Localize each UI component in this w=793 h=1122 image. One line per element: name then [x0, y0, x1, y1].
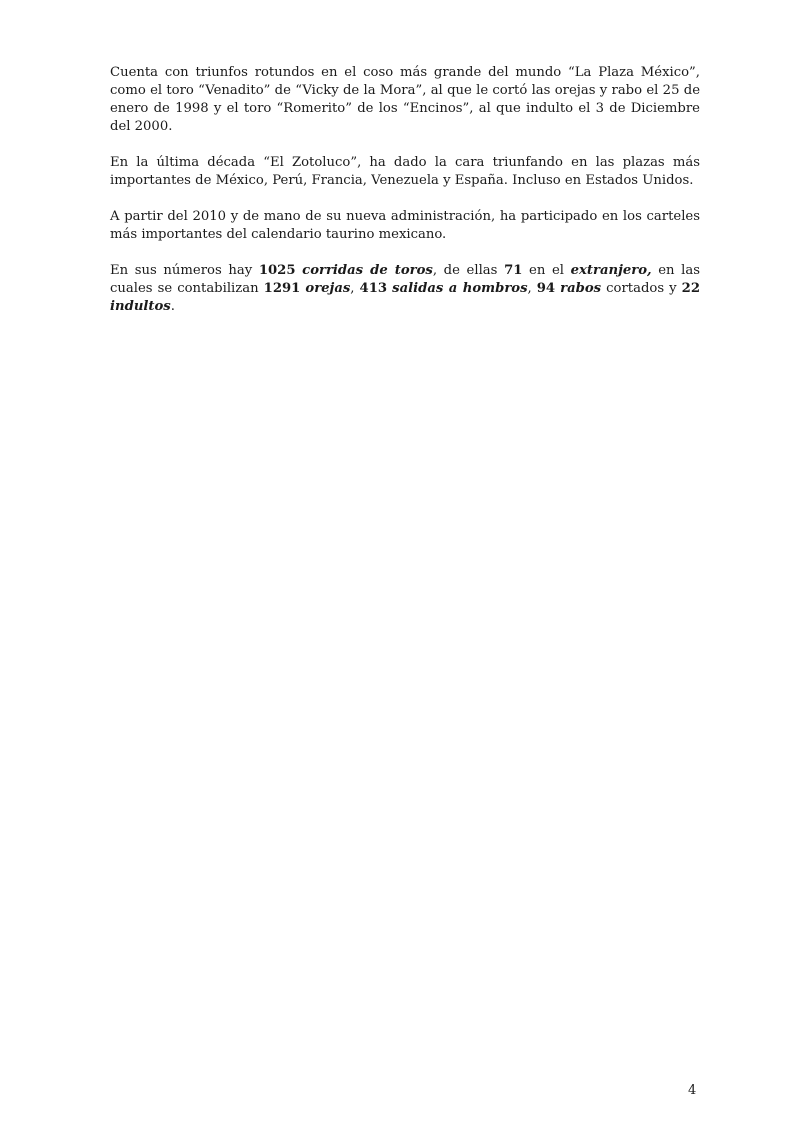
page-number: 4: [688, 1083, 697, 1098]
orejas-label: orejas: [305, 281, 351, 296]
paragraph-ultima-decada: En la última década “El Zotoluco”, ha dado la cara triunfando en las plazas más importantes de México, Perú, Francia, Venezuela y España. Incluso en Estados Unidos.: [110, 155, 700, 188]
stats-text: en el: [522, 263, 571, 278]
stats-text: En sus números hay: [110, 263, 259, 278]
indultos-label: indultos: [110, 299, 171, 314]
rabos-count: 94: [536, 281, 556, 296]
stats-text: .: [170, 299, 175, 314]
stats-text: cortados y: [601, 281, 682, 296]
paragraph-statistics: [110, 262, 700, 316]
salidas-count: 413: [359, 281, 388, 296]
corridas-count: 1025: [258, 263, 296, 278]
paragraph-plaza-mexico: Cuenta con triunfos rotundos en el coso más grande del mundo “La Plaza México”, como el toro “Venadito” de “Vicky de la Mora”, al que le cortó las orejas y rabo el 25 de enero de 1998 y el toro “Romerito” de los “Encinos”, al que indulto el 3 de Diciembre del 2000.: [110, 65, 700, 134]
stats-text: , de ellas: [432, 263, 505, 278]
orejas-count: 1291: [263, 281, 301, 296]
rabos-label: rabos: [560, 281, 602, 296]
indultos-count: 22: [681, 281, 701, 296]
corridas-label: corridas de toros: [302, 263, 433, 278]
body-text: [110, 64, 700, 334]
paragraph-administracion: A partir del 2010 y de mano de su nueva administración, ha participado en los carteles más importantes del calendario taurino mexicano.: [110, 209, 700, 242]
salidas-label: salidas a hombros: [392, 281, 528, 296]
stats-text: ,: [527, 281, 537, 296]
extranjero-label: extranjero,: [570, 263, 652, 278]
stats-text: en las cuales se contabilizan: [110, 263, 700, 296]
stats-text: ,: [350, 281, 360, 296]
extranjero-count: 71: [504, 263, 523, 278]
